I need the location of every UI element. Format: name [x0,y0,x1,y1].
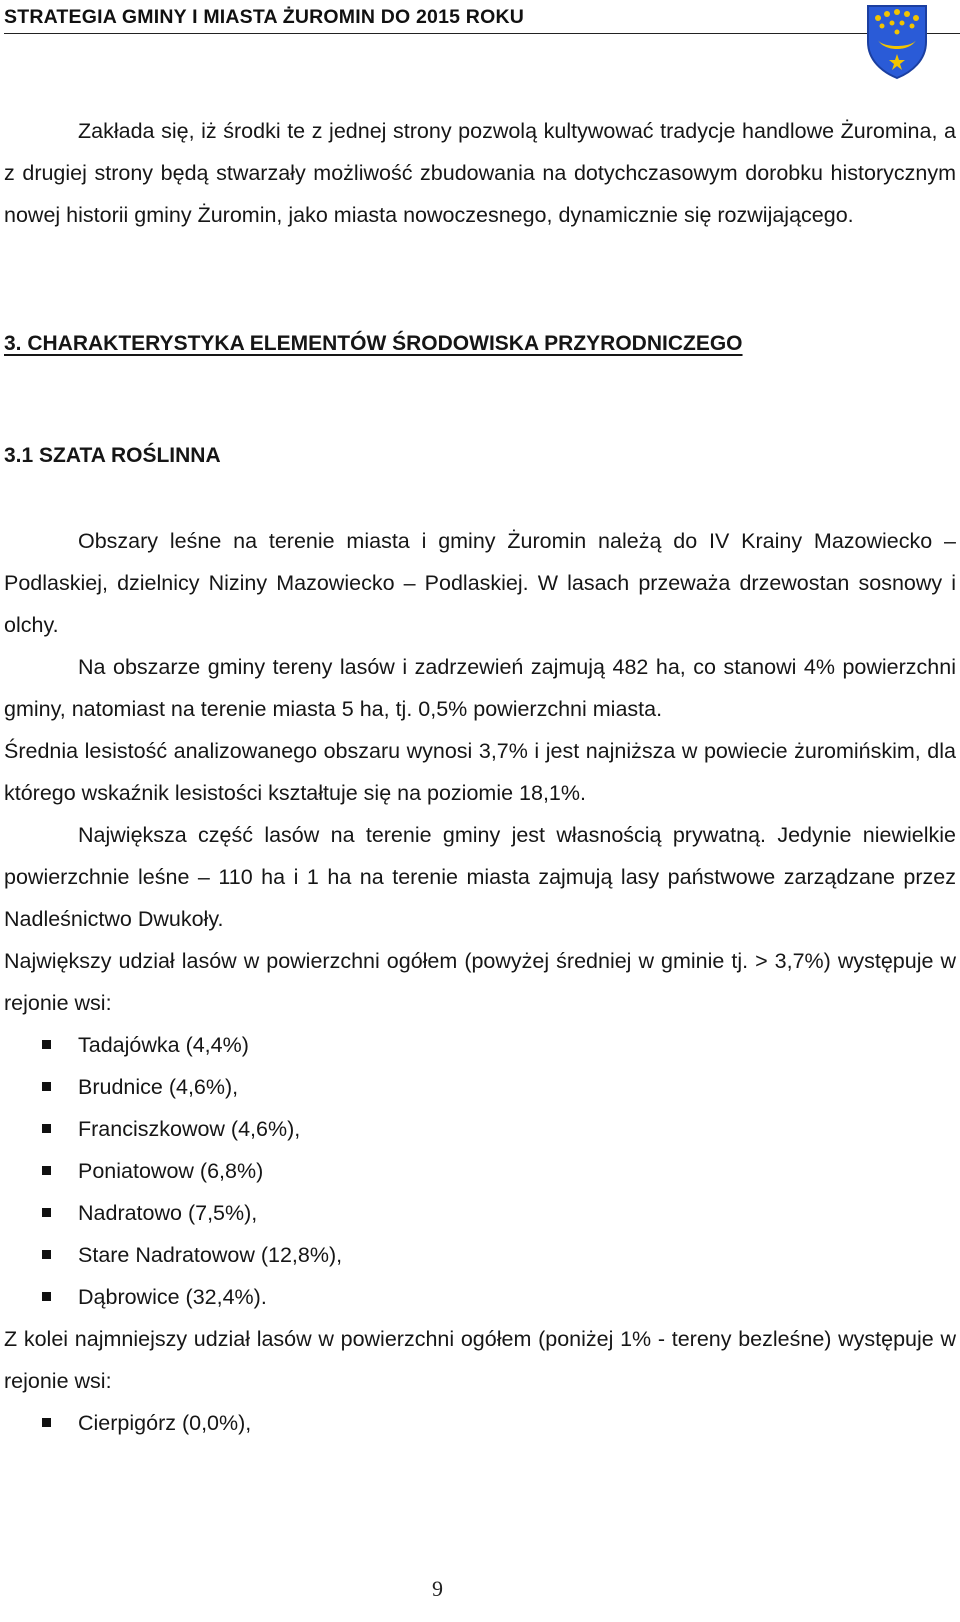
list-item [4,1108,956,1150]
village-label: Franciszkowow (4,6%), [78,1117,301,1141]
high-forest-village-list [4,1024,956,1318]
low-forest-village-list [4,1402,956,1444]
page-header [4,0,960,40]
forest-area-paragraph: Na obszarze gminy tereny lasów i zadrzewień zajmują 482 ha, co stanowi 4% powierzchni gminy, natomiast na terenie miasta 5 ha, tj. 0,5% powierzchni miasta. [4,655,956,721]
village-label: Dąbrowice (32,4%). [78,1285,267,1309]
list-item [4,1402,956,1444]
bullet-icon [42,1208,51,1217]
document-title: STRATEGIA GMINY I MIASTA ŻUROMIN DO 2015 ROKU [4,6,525,28]
village-label: Cierpigórz (0,0%), [78,1411,252,1435]
intro-paragraph: Zakłada się, iż środki te z jednej strony pozwolą kultywować tradycje handlowe Żuromina, a z drugiej strony będą stwarzały możliwość zbudowania na dotychczasowym dorobku historycznym nowej historii gminy Żuromin, jako miasta nowoczesnego, dynamicznie się rozwijającego. [4,119,956,227]
page-body [4,110,956,1444]
village-label: Poniatowow (6,8%) [78,1159,264,1183]
bullet-icon [42,1250,51,1259]
list-item [4,1024,956,1066]
village-label: Brudnice (4,6%), [78,1075,239,1099]
bullet-icon [42,1124,51,1133]
page-number: 9 [432,1576,443,1601]
bullet-icon [42,1082,51,1091]
high-forest-intro: Największy udział lasów w powierzchni ogółem (powyżej średniej w gminie tj. > 3,7%) występuje w rejonie wsi: [4,949,956,1015]
section-3-heading: 3. CHARAKTERYSTYKA ELEMENTÓW ŚRODOWISKA PRZYRODNICZEGO [4,332,743,355]
bullet-icon [42,1040,51,1049]
low-forest-intro: Z kolei najmniejszy udział lasów w powierzchni ogółem (poniżej 1% - tereny bezleśne) występuje w rejonie wsi: [4,1327,956,1393]
bullet-icon [42,1166,51,1175]
list-item [4,1276,956,1318]
list-item [4,1066,956,1108]
bullet-icon [42,1418,51,1427]
forest-region-paragraph: Obszary leśne na terenie miasta i gminy Żuromin należą do IV Krainy Mazowiecko – Podlaskiej, dzielnicy Niziny Mazowiecko – Podlaskiej. W lasach przeważa drzewostan sosnowy i olchy. [4,529,956,637]
header-rule [4,33,960,34]
list-item [4,1234,956,1276]
list-item [4,1150,956,1192]
list-item [4,1192,956,1234]
coat-of-arms-crest-icon [864,2,930,80]
forest-ownership-paragraph: Największa część lasów na terenie gminy jest własnością prywatną. Jedynie niewielkie powierzchnie leśne – 110 ha i 1 ha na terenie miasta zajmują lasy państwowe zarządzane przez Nadleśnictwo Dwukoły. [4,823,956,931]
bullet-icon [42,1292,51,1301]
forest-cover-paragraph: Średnia lesistość analizowanego obszaru wynosi 3,7% i jest najniższa w powiecie żuromińskim, dla którego wskaźnik lesistości kształtuje się na poziomie 18,1%. [4,739,956,805]
village-label: Stare Nadratowow (12,8%), [78,1243,343,1267]
village-label: Tadajówka (4,4%) [78,1033,249,1057]
village-label: Nadratowo (7,5%), [78,1201,258,1225]
section-3-1-heading: 3.1 SZATA ROŚLINNA [4,444,221,467]
